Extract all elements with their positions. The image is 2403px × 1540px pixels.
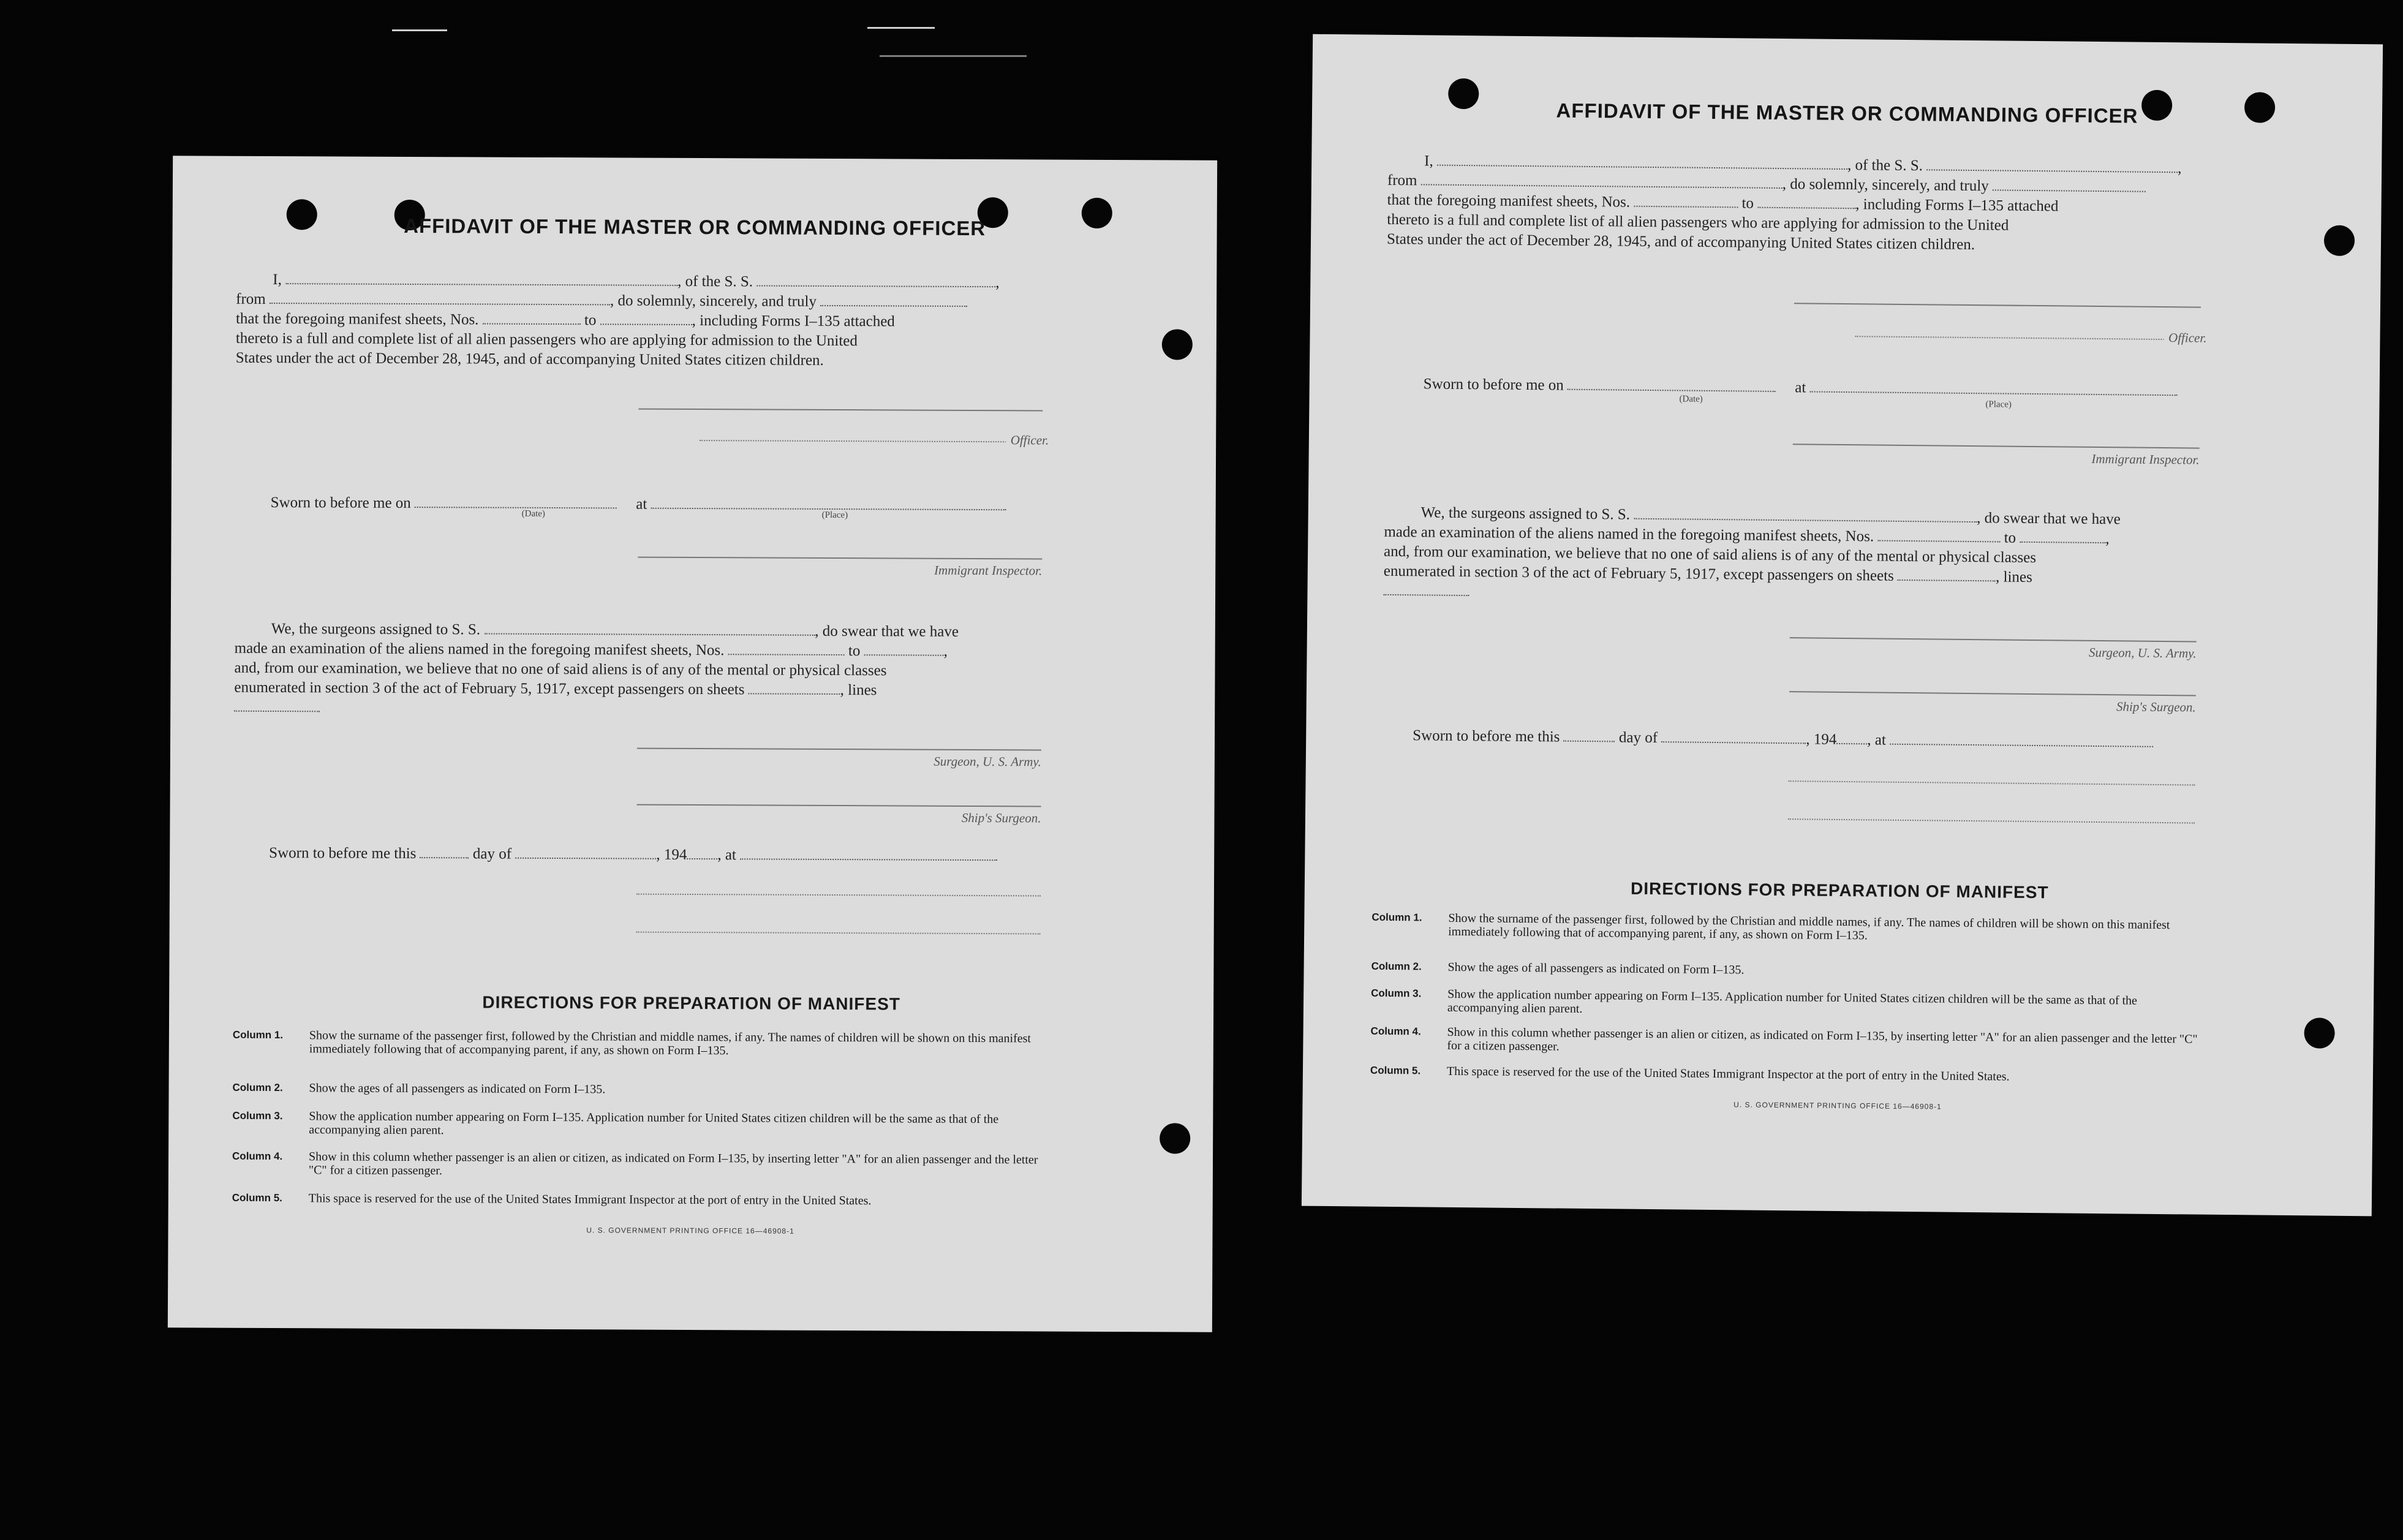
punch-hole bbox=[1160, 1123, 1190, 1153]
sworn-statement: Sworn to before me on at bbox=[1424, 374, 2220, 401]
from-blank[interactable] bbox=[270, 302, 610, 305]
surgeon-ship-blank[interactable] bbox=[1634, 518, 1977, 523]
sworn-statement: Sworn to before me on at bbox=[271, 493, 1067, 516]
nos-from-blank[interactable] bbox=[483, 322, 581, 325]
direction-column-5: Column 5. This space is reserved for the use of the United States Immigrant Inspector at the port of entry in the United States. bbox=[232, 1191, 872, 1208]
direction-column-5: Column 5. This space is reserved for the use of the United States Immigrant Inspector at the port of entry in the United States. bbox=[1370, 1064, 2010, 1084]
inspector-signature[interactable]: Immigrant Inspector. bbox=[638, 556, 1042, 579]
ship-blank[interactable] bbox=[756, 284, 995, 287]
army-surgeon-signature[interactable]: Surgeon, U. S. Army. bbox=[637, 747, 1041, 770]
affidavit-sheet-left bbox=[168, 156, 1217, 1332]
scan-speck bbox=[392, 29, 447, 31]
punch-hole bbox=[2304, 1017, 2334, 1048]
directions-title: DIRECTIONS FOR PREPARATION OF MANIFEST bbox=[1630, 878, 2049, 902]
truly-blank[interactable] bbox=[1993, 189, 2146, 192]
direction-column-1: Column 1. Show the surname of the passenger first, followed by the Christian and middle names, if any. The names of children will be shown on this manifest immediately following that of accompanying parent, if any, as shown on Form I–135. bbox=[1371, 911, 2170, 943]
affidavit-title: AFFIDAVIT OF THE MASTER OR COMMANDING OFFICER bbox=[404, 214, 986, 240]
sheets-blank[interactable] bbox=[749, 692, 840, 695]
nos-to-blank[interactable] bbox=[864, 654, 944, 656]
place-blank[interactable] bbox=[1810, 390, 2178, 396]
scan-speck bbox=[867, 27, 935, 29]
sworn-day-statement: Sworn to before me this day of , 194 , at bbox=[269, 844, 1065, 867]
master-affidavit-text: I, , of the S. S. , from , do solemnly, sincerely, and truly that the foregoing manifest sheets, Nos. to , including Forms I–135 attached thereto is a full and complete list of all alien passengers who are applying for admission to the United States under the act of December 28, 1945, and of accompanying United States citizen children. bbox=[235, 271, 1000, 369]
lines-blank[interactable] bbox=[234, 710, 320, 712]
sworn-day-statement: Sworn to before me this day of , 194 , at bbox=[1413, 726, 2221, 753]
affidavit-sheet-right bbox=[1302, 34, 2383, 1217]
signature-line[interactable] bbox=[636, 931, 1041, 935]
day-blank[interactable] bbox=[1564, 740, 1615, 742]
name-blank[interactable] bbox=[285, 282, 677, 286]
lines-blank[interactable] bbox=[1383, 594, 1469, 596]
surgeons-affidavit-text: We, the surgeons assigned to S. S. , do swear that we have made an examination of the aliens named in the foregoing manifest sheets, Nos. to , and, from our examination, we believe that no one of said aliens is of any of the mental or physical classes enumerated in section 3 of the act of February 5, 1917, except passengers on sheets , lines bbox=[1383, 503, 2235, 609]
sheets-blank[interactable] bbox=[1898, 579, 1996, 582]
directions-title: DIRECTIONS FOR PREPARATION OF MANIFEST bbox=[482, 992, 900, 1014]
gpo-imprint: U. S. GOVERNMENT PRINTING OFFICE 16—46908-1 bbox=[1733, 1100, 1942, 1111]
officer-signature[interactable]: Officer. bbox=[638, 408, 1043, 448]
year-blank[interactable] bbox=[1836, 742, 1867, 744]
army-surgeon-signature[interactable]: Surgeon, U. S. Army. bbox=[1789, 636, 2196, 661]
direction-column-4: Column 4. Show in this column whether passenger is an alien or citizen, as indicated on Form I–135, by inserting letter "A" for an alien passenger and the letter "C" for a citizen passenger. bbox=[232, 1150, 1038, 1178]
ship-blank[interactable] bbox=[1926, 168, 2178, 173]
master-affidavit-text: I, , of the S. S. , from , do solemnly, sincerely, and truly that the foregoing manifest sheets, Nos. to , including Forms I–135 attached thereto is a full and complete list of all alien passengers who are applying for admission to the United States under the act of December 28, 1945, and of accompanying United States citizen children. bbox=[1386, 153, 2182, 254]
nos-to-blank[interactable] bbox=[600, 323, 692, 325]
day-blank[interactable] bbox=[420, 856, 469, 858]
direction-column-2: Column 2. Show the ages of all passengers as indicated on Form I–135. bbox=[1371, 960, 1745, 977]
gpo-imprint: U. S. GOVERNMENT PRINTING OFFICE 16—46908-1 bbox=[586, 1226, 794, 1236]
date-blank[interactable] bbox=[415, 506, 617, 508]
truly-blank[interactable] bbox=[820, 304, 967, 307]
signature-line[interactable] bbox=[1788, 818, 2195, 823]
direction-column-3: Column 3. Show the application number appearing on Form I–135. Application number for United States citizen children will be the same as that of the accompanying alien parent. bbox=[232, 1109, 999, 1138]
direction-column-2: Column 2. Show the ages of all passengers as indicated on Form I–135. bbox=[232, 1081, 606, 1096]
month-blank[interactable] bbox=[515, 857, 656, 859]
nos-from-blank[interactable] bbox=[1877, 540, 2000, 543]
date-caption: (Date) bbox=[1679, 394, 1703, 404]
nos-to-blank[interactable] bbox=[2020, 541, 2105, 543]
signature-line[interactable] bbox=[1789, 780, 2195, 785]
surgeon-ship-blank[interactable] bbox=[484, 633, 815, 636]
punch-hole bbox=[2324, 225, 2355, 256]
scan-speck bbox=[880, 55, 1027, 57]
place-caption: (Place) bbox=[821, 510, 848, 521]
year-blank[interactable] bbox=[687, 858, 717, 859]
direction-column-1: Column 1. Show the surname of the passenger first, followed by the Christian and middle names, if any. The names of children will be shown on this manifest immediately following that of accompanying parent, if any, as shown on Form I–135. bbox=[232, 1029, 1032, 1058]
punch-hole bbox=[1162, 329, 1193, 360]
direction-column-4: Column 4. Show in this column whether passenger is an alien or citizen, as indicated on Form I–135, by inserting letter "A" for an alien passenger and the letter "C" for a citizen passenger. bbox=[1370, 1025, 2198, 1054]
inspector-signature[interactable]: Immigrant Inspector. bbox=[1793, 443, 2200, 467]
nos-from-blank[interactable] bbox=[1634, 205, 1738, 208]
name-blank[interactable] bbox=[1437, 164, 1847, 170]
officer-signature[interactable]: Officer. bbox=[1794, 302, 2201, 345]
ship-surgeon-signature[interactable]: Ship's Surgeon. bbox=[1789, 690, 2196, 715]
affidavit-title: AFFIDAVIT OF THE MASTER OR COMMANDING OFFICER bbox=[1556, 99, 2138, 127]
direction-column-3: Column 3. Show the application number appearing on Form I–135. Application number for United States citizen children will be the same as that of the accompanying alien parent. bbox=[1371, 987, 2138, 1016]
nos-from-blank[interactable] bbox=[728, 653, 845, 655]
nos-to-blank[interactable] bbox=[1757, 206, 1855, 209]
signature-line[interactable] bbox=[636, 893, 1041, 897]
ship-surgeon-signature[interactable]: Ship's Surgeon. bbox=[636, 804, 1041, 826]
month-blank[interactable] bbox=[1661, 741, 1806, 744]
place-caption: (Place) bbox=[1985, 399, 2012, 410]
location-blank[interactable] bbox=[740, 858, 997, 861]
from-blank[interactable] bbox=[1421, 183, 1782, 189]
location-blank[interactable] bbox=[1890, 743, 2153, 747]
date-blank[interactable] bbox=[1567, 388, 1776, 392]
surgeons-affidavit-text: We, the surgeons assigned to S. S. , do swear that we have made an examination of the aliens named in the foregoing manifest sheets, Nos. to , and, from our examination, we believe that no one of said aliens is of any of the mental or physical classes enumerated in section 3 of the act of February 5, 1917, except passengers on sheets , lines bbox=[234, 619, 1049, 721]
date-caption: (Date) bbox=[521, 508, 545, 519]
